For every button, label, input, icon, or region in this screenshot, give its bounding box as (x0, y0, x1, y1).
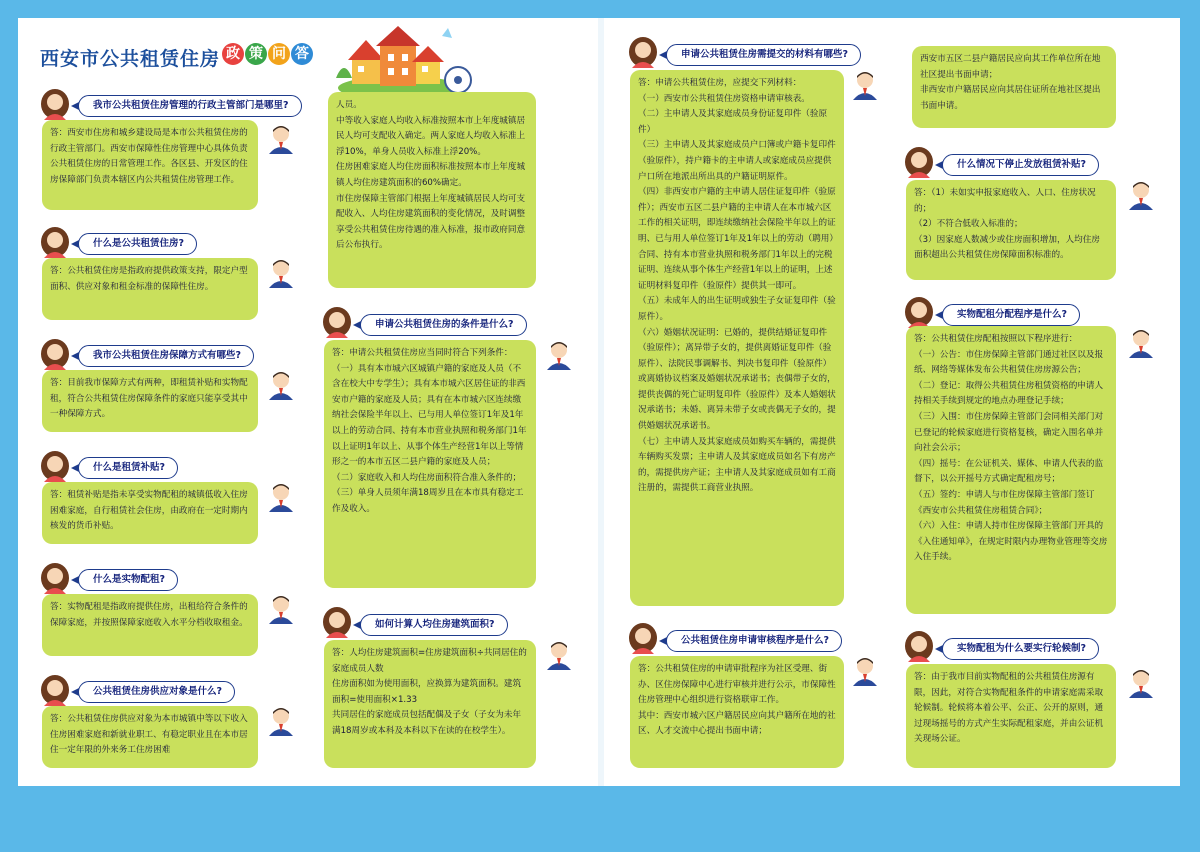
answer-paragraph: 答：人均住房建筑面积=住房建筑面积÷共同居住的家庭成员人数 (332, 648, 527, 674)
answer-box (906, 180, 1116, 280)
answer-paragraph: 答：公共租赁住房是指政府提供政策支持，限定户型面积、供应对象和租金标准的保障性住房。 (50, 266, 248, 292)
bottom-band (0, 786, 1200, 852)
question-label: 什么是实物配租? (78, 569, 178, 591)
female-avatar-icon (40, 450, 70, 482)
answer-paragraph: （一）西安市公共租赁住房资格申请审核表。 (638, 93, 810, 104)
male-avatar-icon (1128, 328, 1154, 358)
answer-paragraph: 西安市五区二县户籍居民应向其工作单位所在地社区提出书面申请； (920, 54, 1101, 80)
tag-char: 政 (222, 43, 244, 65)
answer-box (42, 370, 258, 432)
answer-paragraph: （六）入住：申请人持市住房保障主管部门开具的《入住通知单》，在规定时限内办理物业管理等交房入住手续。 (914, 521, 1108, 563)
answer-box-continued (328, 92, 536, 288)
male-avatar-icon (268, 706, 294, 736)
answer-paragraph: 答：（1）未如实申报家庭收入、人口、住房状况的； (914, 188, 1096, 214)
answer-paragraph: （四）摇号：在公证机关、媒体、申请人代表的监督下，以公开摇号方式确定配租房号； (914, 458, 1104, 485)
question-label: 实物配租分配程序是什么? (942, 304, 1080, 326)
question-label: 什么是租赁补贴? (78, 457, 178, 479)
answer-paragraph: 答：申请公共租赁住房应当同时符合下列条件： (332, 348, 513, 358)
answer-paragraph: 市住房保障主管部门根据上年度城镇居民人均可支配收入、人均住房建筑面积的变化情况，及时调整享受公共租赁住房待遇的准入标准，报市政府同意后公布执行。 (336, 193, 526, 251)
male-avatar-icon (1128, 180, 1154, 210)
tag-char: 问 (268, 43, 290, 65)
answer-paragraph: （六）婚姻状况证明：已婚的，提供结婚证复印件（验原件）；离异带子女的，提供离婚证复印件（验原件）、法院民事调解书、判决书复印件（验原件）或离婚协议档案及婚姻状况承诺书；丧偶带子女的，提供丧偶的死亡证明复印件（验原件）及本人婚姻状况承诺书；未婚、离异未带子女或丧偶无子女的，提供婚姻状况承诺书。 (638, 327, 836, 432)
answer-paragraph: 人员。 (336, 100, 362, 110)
answer-paragraph: （二）登记：取得公共租赁住房租赁资格的申请人持相关手续到规定的地点办理登记手续； (914, 380, 1104, 407)
male-avatar-icon (852, 656, 878, 686)
answer-box (906, 326, 1116, 614)
policy-qa-badge (222, 43, 314, 65)
male-avatar-icon (852, 70, 878, 100)
question-label: 我市公共租赁住房保障方式有哪些? (78, 345, 254, 367)
answer-paragraph: （一）具有本市城六区城镇户籍的家庭及人员（不含在校大中专学生）；具有本市城六区居住证的非西安市户籍的家庭及人员；具有在本市城六区连续缴纳社会保险半年以上、已与用人单位签订1年及1年以上的劳动合同、持有本市营业执照和税务部门1年以上证明1年以上、从事个体生产经营1年以上等情形之一的本市五区二县户籍的家庭及人员； (332, 363, 527, 468)
answer-paragraph: （3）因家庭人数减少或住房面积增加，人均住房面积超出公共租赁住房保障面积标准的。 (914, 234, 1100, 261)
answer-paragraph: （四）非西安市户籍的主申请人居住证复印件（验原件）；西安市五区二县户籍的主申请人在本市城六区工作的相关证明，即连续缴纳社会保险半年以上的证明、已与用人单位签订1年及1年以上的劳动（聘用）合同、持有本市营业执照和税务部门1年以上的完税证明、连续从事个体生产经营1年以上的证明，上述证明材料复印件（验原件）提供其一即可。 (638, 187, 836, 291)
question-label: 公共租赁住房供应对象是什么? (78, 681, 235, 703)
male-avatar-icon (268, 124, 294, 154)
answer-box (42, 120, 258, 210)
answer-box (42, 706, 258, 768)
answer-paragraph: 答：公共租赁住房的申请审批程序为社区受理、街办、区住房保障中心进行审核并进行公示，市保障性住房管理中心组织进行资格联审工作。 (638, 664, 836, 706)
answer-box (906, 664, 1116, 768)
male-avatar-icon (268, 370, 294, 400)
answer-paragraph: 非西安市户籍居民应向其居住证所在地社区提出书面申请。 (920, 85, 1101, 111)
answer-box (324, 340, 536, 588)
answer-box-continued (912, 46, 1116, 128)
question-label: 实物配租为什么要实行轮候制? (942, 638, 1099, 660)
answer-paragraph: 答：西安市住房和城乡建设局是本市公共租赁住房的行政主管部门。西安市保障性住房管理中心具体负责公共租赁住房的日常管理工作。各区县、开发区的住房保障部门负责本辖区内公共租赁住房管理工作。 (50, 128, 248, 185)
answer-box (630, 656, 844, 768)
female-avatar-icon (40, 562, 70, 594)
answer-box (42, 482, 258, 544)
female-avatar-icon (40, 674, 70, 706)
answer-paragraph: 答：公共租赁住房供应对象为本市城镇中等以下收入住房困难家庭和新就业职工、有稳定职业且在本市居住一定年限的外来务工住房困难 (50, 714, 248, 756)
tag-char: 策 (245, 43, 267, 65)
answer-paragraph: （三）主申请人及其家庭成员户口簿或户籍卡复印件（验原件），持户籍卡的主申请人或家庭成员应提供户口所在地派出所出具的户籍证明原件。 (638, 140, 836, 182)
question-label: 公共租赁住房申请审核程序是什么? (666, 630, 842, 652)
male-avatar-icon (268, 258, 294, 288)
answer-paragraph: 答：公共租赁住房配租按照以下程序进行： (914, 334, 1078, 344)
answer-paragraph: （三）入围：市住房保障主管部门会同相关部门对已登记的轮候家庭进行资格复核，确定入围名单并向社会公示； (914, 411, 1104, 454)
answer-paragraph: 答：由于我市目前实物配租的公共租赁住房源有限，因此，对符合实物配租条件的申请家庭需采取轮候制。轮候将本着公平、公正、公开的原则，通过现场摇号的方式产生实际配租家庭，并由公证机关现场公证。 (914, 672, 1104, 745)
male-avatar-icon (268, 482, 294, 512)
answer-paragraph: 住房面积如为使用面积，应换算为建筑面积。建筑面积=使用面积×1.33 (332, 679, 522, 705)
male-avatar-icon (268, 594, 294, 624)
answer-paragraph: 答：租赁补贴是指未享受实物配租的城镇低收入住房困难家庭，自行租赁社会住房，由政府在一定时期内核发的货币补贴。 (50, 490, 248, 532)
answer-paragraph: 答：目前我市保障方式有两种，即租赁补贴和实物配租，符合公共租赁住房保障条件的家庭只能享受其中一种保障方式。 (50, 378, 248, 420)
female-avatar-icon (40, 88, 70, 120)
answer-paragraph: （一）公告：市住房保障主管部门通过社区以及报纸、网络等媒体发布公共租赁住房房源公告； (914, 349, 1104, 376)
female-avatar-icon (904, 630, 934, 662)
answer-paragraph: （五）未成年人的出生证明或独生子女证复印件（验原件）。 (638, 296, 836, 322)
female-avatar-icon (628, 36, 658, 68)
page-title: 西安市公共租赁住房 (40, 48, 221, 70)
answer-box (324, 640, 536, 768)
answer-paragraph: 中等收入家庭人均收入标准按照本市上年度城镇居民人均可支配收入确定。两人家庭人均收入标准上浮10%，单身人员收入标准上浮20%。 (336, 115, 526, 157)
answer-paragraph: （七）主申请人及其家庭成员如购买车辆的，需提供车辆购买发票；主申请人及其家庭成员如名下有房产的，需提供房产证；主申请人及其家庭成员如有工商注册的，需提供工商营业执照。 (638, 436, 836, 494)
male-avatar-icon (1128, 668, 1154, 698)
question-label: 什么情况下停止发放租赁补贴? (942, 154, 1099, 176)
answer-paragraph: 答：实物配租是指政府提供住房，出租给符合条件的保障家庭，并按照保障家庭收入水平分档收取租金。 (50, 602, 248, 628)
answer-paragraph: （三）单身人员须年满18周岁且在本市具有稳定工作及收入。 (332, 488, 524, 514)
answer-paragraph: （2）不符合低收入标准的； (914, 219, 1023, 230)
question-label: 我市公共租赁住房管理的行政主管部门是哪里? (78, 95, 302, 117)
answer-box (630, 70, 844, 606)
answer-paragraph: 其中：西安市城六区户籍居民应向其户籍所在地的社区、人才交流中心提出书面申请； (638, 710, 836, 737)
answer-paragraph: 答：申请公共租赁住房，应提交下列材料： (638, 78, 802, 88)
answer-paragraph: 共同居住的家庭成员包括配偶及子女（子女为未年满18周岁或本科及本科以下在读的在校学生）。 (332, 710, 522, 736)
female-avatar-icon (628, 622, 658, 654)
question-label: 什么是公共租赁住房? (78, 233, 197, 255)
female-avatar-icon (40, 226, 70, 258)
answer-paragraph: （五）签约：申请人与市住房保障主管部门签订《西安市公共租赁住房租赁合同》； (914, 489, 1095, 516)
question-label: 如何计算人均住房建筑面积? (360, 614, 508, 636)
houses-illustration (330, 22, 480, 100)
male-avatar-icon (546, 340, 572, 370)
female-avatar-icon (904, 146, 934, 178)
female-avatar-icon (322, 306, 352, 338)
answer-paragraph: （二）主申请人及其家庭成员身份证复印件（验原件） (638, 109, 828, 135)
female-avatar-icon (904, 296, 934, 328)
question-label: 申请公共租赁住房需提交的材料有哪些? (666, 44, 861, 66)
answer-box (42, 594, 258, 656)
answer-box (42, 258, 258, 320)
male-avatar-icon (546, 640, 572, 670)
center-fold (598, 18, 604, 786)
female-avatar-icon (40, 338, 70, 370)
female-avatar-icon (322, 606, 352, 638)
answer-paragraph: （二）家庭收入和人均住房面积符合准入条件的； (332, 472, 522, 483)
answer-paragraph: 住房困难家庭人均住房面积标准按照本市上年度城镇人均住房建筑面积的60%确定。 (336, 162, 526, 188)
question-label: 申请公共租赁住房的条件是什么? (360, 314, 527, 336)
tag-char: 答 (291, 43, 313, 65)
